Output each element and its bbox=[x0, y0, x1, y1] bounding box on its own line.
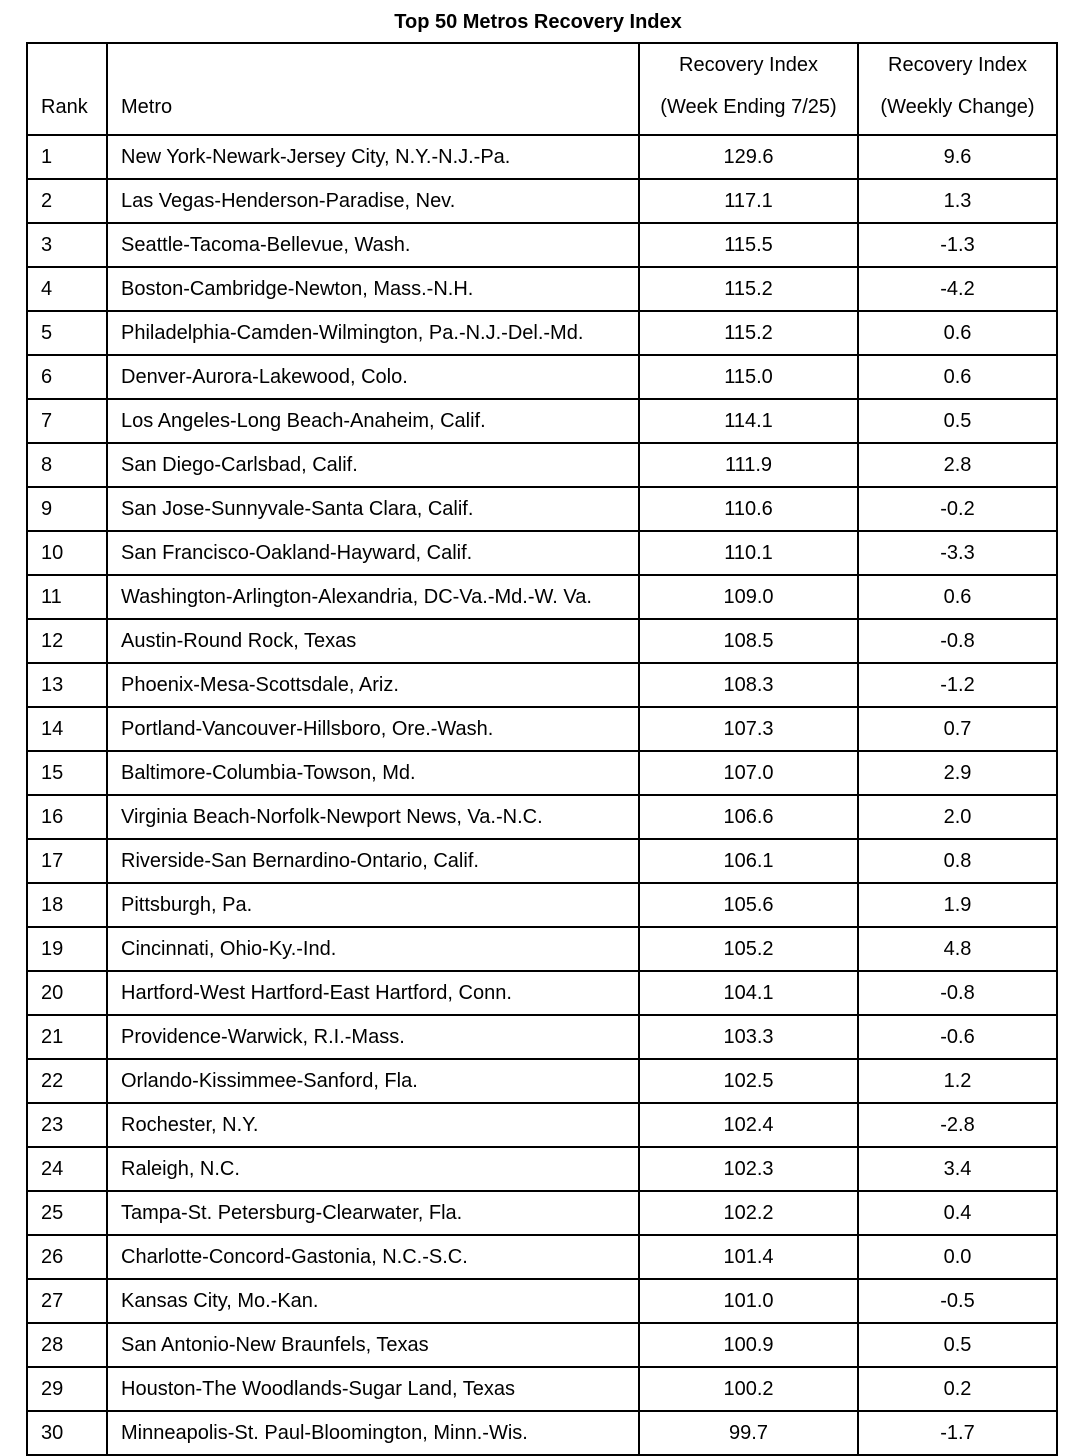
metro-cell: Providence-Warwick, R.I.-Mass. bbox=[107, 1015, 639, 1059]
metro-cell: Boston-Cambridge-Newton, Mass.-N.H. bbox=[107, 267, 639, 311]
weekly-change-cell: -4.2 bbox=[858, 267, 1057, 311]
recovery-index-cell: 107.0 bbox=[639, 751, 858, 795]
recovery-index-cell: 102.5 bbox=[639, 1059, 858, 1103]
rank-cell: 17 bbox=[27, 839, 107, 883]
weekly-change-cell: -2.8 bbox=[858, 1103, 1057, 1147]
header-row bbox=[27, 43, 1057, 135]
weekly-change-cell: 4.8 bbox=[858, 927, 1057, 971]
rank-cell: 13 bbox=[27, 663, 107, 707]
page-title: Top 50 Metros Recovery Index bbox=[394, 11, 682, 33]
recovery-index-cell: 103.3 bbox=[639, 1015, 858, 1059]
weekly-change-cell: 2.8 bbox=[858, 443, 1057, 487]
recovery-index-header-line1: Recovery Index bbox=[679, 54, 818, 76]
weekly-change-cell: 0.7 bbox=[858, 707, 1057, 751]
recovery-index-cell: 115.2 bbox=[639, 311, 858, 355]
table-row bbox=[27, 135, 1057, 179]
metro-cell: Orlando-Kissimmee-Sanford, Fla. bbox=[107, 1059, 639, 1103]
table-row bbox=[27, 1323, 1057, 1367]
weekly-change-cell: -1.2 bbox=[858, 663, 1057, 707]
rank-cell: 11 bbox=[27, 575, 107, 619]
table-row bbox=[27, 223, 1057, 267]
weekly-change-cell: -1.7 bbox=[858, 1411, 1057, 1455]
table-row bbox=[27, 927, 1057, 971]
recovery-index-cell: 99.7 bbox=[639, 1411, 858, 1455]
recovery-index-cell: 117.1 bbox=[639, 179, 858, 223]
metro-cell: Phoenix-Mesa-Scottsdale, Ariz. bbox=[107, 663, 639, 707]
metro-cell: Austin-Round Rock, Texas bbox=[107, 619, 639, 663]
weekly-change-cell: 3.4 bbox=[858, 1147, 1057, 1191]
table-row bbox=[27, 1235, 1057, 1279]
metro-cell: Virginia Beach-Norfolk-Newport News, Va.-N.C. bbox=[107, 795, 639, 839]
rank-cell: 25 bbox=[27, 1191, 107, 1235]
recovery-index-cell: 105.2 bbox=[639, 927, 858, 971]
weekly-change-cell: 0.8 bbox=[858, 839, 1057, 883]
weekly-change-cell: 0.5 bbox=[858, 1323, 1057, 1367]
recovery-index-cell: 107.3 bbox=[639, 707, 858, 751]
recovery-index-cell: 106.6 bbox=[639, 795, 858, 839]
table-row bbox=[27, 267, 1057, 311]
table-row bbox=[27, 443, 1057, 487]
table-row bbox=[27, 1015, 1057, 1059]
table-row bbox=[27, 619, 1057, 663]
table-row bbox=[27, 707, 1057, 751]
metro-cell: San Jose-Sunnyvale-Santa Clara, Calif. bbox=[107, 487, 639, 531]
weekly-change-cell: -0.8 bbox=[858, 971, 1057, 1015]
metro-cell: San Antonio-New Braunfels, Texas bbox=[107, 1323, 639, 1367]
rank-cell: 6 bbox=[27, 355, 107, 399]
metro-cell: San Diego-Carlsbad, Calif. bbox=[107, 443, 639, 487]
weekly-change-cell: -0.8 bbox=[858, 619, 1057, 663]
table-row bbox=[27, 1279, 1057, 1323]
metro-cell: Raleigh, N.C. bbox=[107, 1147, 639, 1191]
table-row bbox=[27, 531, 1057, 575]
weekly-change-cell: 2.0 bbox=[858, 795, 1057, 839]
rank-cell: 23 bbox=[27, 1103, 107, 1147]
table-row bbox=[27, 1103, 1057, 1147]
rank-cell: 1 bbox=[27, 135, 107, 179]
rank-cell: 26 bbox=[27, 1235, 107, 1279]
rank-cell: 10 bbox=[27, 531, 107, 575]
rank-cell: 16 bbox=[27, 795, 107, 839]
table-row bbox=[27, 751, 1057, 795]
table-row bbox=[27, 1367, 1057, 1411]
weekly-change-cell: -0.6 bbox=[858, 1015, 1057, 1059]
rank-cell: 20 bbox=[27, 971, 107, 1015]
metro-column-header: Metro bbox=[107, 43, 639, 135]
weekly-change-cell: 1.2 bbox=[858, 1059, 1057, 1103]
table-row bbox=[27, 883, 1057, 927]
table-row bbox=[27, 575, 1057, 619]
weekly-change-cell: 1.9 bbox=[858, 883, 1057, 927]
rank-cell: 12 bbox=[27, 619, 107, 663]
table-row bbox=[27, 179, 1057, 223]
metro-cell: Baltimore-Columbia-Towson, Md. bbox=[107, 751, 639, 795]
table-row bbox=[27, 1059, 1057, 1103]
recovery-index-cell: 100.9 bbox=[639, 1323, 858, 1367]
metro-cell: Philadelphia-Camden-Wilmington, Pa.-N.J.-Del.-Md. bbox=[107, 311, 639, 355]
weekly-change-cell: 0.6 bbox=[858, 575, 1057, 619]
rank-cell: 24 bbox=[27, 1147, 107, 1191]
recovery-index-cell: 102.4 bbox=[639, 1103, 858, 1147]
recovery-index-cell: 101.4 bbox=[639, 1235, 858, 1279]
table-row bbox=[27, 1191, 1057, 1235]
table-row bbox=[27, 795, 1057, 839]
metro-cell: Hartford-West Hartford-East Hartford, Conn. bbox=[107, 971, 639, 1015]
metro-cell: Portland-Vancouver-Hillsboro, Ore.-Wash. bbox=[107, 707, 639, 751]
rank-cell: 27 bbox=[27, 1279, 107, 1323]
table-row bbox=[27, 839, 1057, 883]
rank-cell: 8 bbox=[27, 443, 107, 487]
recovery-index-cell: 129.6 bbox=[639, 135, 858, 179]
recovery-index-header-line2: (Week Ending 7/25) bbox=[660, 96, 837, 118]
recovery-index-cell: 108.5 bbox=[639, 619, 858, 663]
metro-cell: Los Angeles-Long Beach-Anaheim, Calif. bbox=[107, 399, 639, 443]
rank-cell: 21 bbox=[27, 1015, 107, 1059]
weekly-change-cell: -0.2 bbox=[858, 487, 1057, 531]
table-body bbox=[27, 135, 1057, 1455]
weekly-change-header-line2: (Weekly Change) bbox=[880, 96, 1035, 118]
rank-cell: 3 bbox=[27, 223, 107, 267]
rank-cell: 28 bbox=[27, 1323, 107, 1367]
table-row bbox=[27, 971, 1057, 1015]
metro-cell: Pittsburgh, Pa. bbox=[107, 883, 639, 927]
table-header bbox=[27, 43, 1057, 135]
recovery-index-table bbox=[26, 42, 1058, 1456]
metro-cell: Riverside-San Bernardino-Ontario, Calif. bbox=[107, 839, 639, 883]
rank-cell: 18 bbox=[27, 883, 107, 927]
recovery-index-cell: 105.6 bbox=[639, 883, 858, 927]
recovery-index-cell: 111.9 bbox=[639, 443, 858, 487]
table-row bbox=[27, 399, 1057, 443]
metro-cell: New York-Newark-Jersey City, N.Y.-N.J.-Pa. bbox=[107, 135, 639, 179]
recovery-index-cell: 109.0 bbox=[639, 575, 858, 619]
recovery-index-cell: 110.6 bbox=[639, 487, 858, 531]
table-row bbox=[27, 1411, 1057, 1455]
table-row bbox=[27, 355, 1057, 399]
rank-cell: 22 bbox=[27, 1059, 107, 1103]
rank-column-header: Rank bbox=[27, 43, 107, 135]
weekly-change-cell: 0.0 bbox=[858, 1235, 1057, 1279]
rank-cell: 30 bbox=[27, 1411, 107, 1455]
rank-cell: 5 bbox=[27, 311, 107, 355]
rank-cell: 9 bbox=[27, 487, 107, 531]
weekly-change-cell: -1.3 bbox=[858, 223, 1057, 267]
weekly-change-cell: -3.3 bbox=[858, 531, 1057, 575]
weekly-change-cell: 0.4 bbox=[858, 1191, 1057, 1235]
weekly-change-header-line1: Recovery Index bbox=[888, 54, 1027, 76]
metro-cell: Washington-Arlington-Alexandria, DC-Va.-Md.-W. Va. bbox=[107, 575, 639, 619]
recovery-index-cell: 108.3 bbox=[639, 663, 858, 707]
recovery-index-cell: 115.5 bbox=[639, 223, 858, 267]
metro-cell: Las Vegas-Henderson-Paradise, Nev. bbox=[107, 179, 639, 223]
table-row bbox=[27, 487, 1057, 531]
recovery-index-cell: 102.3 bbox=[639, 1147, 858, 1191]
weekly-change-cell: -0.5 bbox=[858, 1279, 1057, 1323]
metro-cell: Houston-The Woodlands-Sugar Land, Texas bbox=[107, 1367, 639, 1411]
rank-cell: 14 bbox=[27, 707, 107, 751]
recovery-index-cell: 114.1 bbox=[639, 399, 858, 443]
table-row bbox=[27, 663, 1057, 707]
rank-cell: 19 bbox=[27, 927, 107, 971]
recovery-index-cell: 100.2 bbox=[639, 1367, 858, 1411]
metro-cell: Seattle-Tacoma-Bellevue, Wash. bbox=[107, 223, 639, 267]
metro-cell: Tampa-St. Petersburg-Clearwater, Fla. bbox=[107, 1191, 639, 1235]
recovery-index-cell: 104.1 bbox=[639, 971, 858, 1015]
recovery-index-cell: 102.2 bbox=[639, 1191, 858, 1235]
weekly-change-cell: 0.6 bbox=[858, 311, 1057, 355]
rank-cell: 2 bbox=[27, 179, 107, 223]
recovery-index-cell: 106.1 bbox=[639, 839, 858, 883]
metro-cell: Minneapolis-St. Paul-Bloomington, Minn.-Wis. bbox=[107, 1411, 639, 1455]
weekly-change-cell: 9.6 bbox=[858, 135, 1057, 179]
rank-cell: 15 bbox=[27, 751, 107, 795]
rank-cell: 4 bbox=[27, 267, 107, 311]
metro-cell: Charlotte-Concord-Gastonia, N.C.-S.C. bbox=[107, 1235, 639, 1279]
recovery-index-column-header bbox=[639, 43, 858, 135]
rank-cell: 29 bbox=[27, 1367, 107, 1411]
recovery-index-cell: 115.2 bbox=[639, 267, 858, 311]
table-row bbox=[27, 1147, 1057, 1191]
recovery-index-cell: 115.0 bbox=[639, 355, 858, 399]
metro-cell: San Francisco-Oakland-Hayward, Calif. bbox=[107, 531, 639, 575]
rank-cell: 7 bbox=[27, 399, 107, 443]
weekly-change-column-header bbox=[858, 43, 1057, 135]
weekly-change-cell: 2.9 bbox=[858, 751, 1057, 795]
metro-cell: Denver-Aurora-Lakewood, Colo. bbox=[107, 355, 639, 399]
weekly-change-cell: 0.5 bbox=[858, 399, 1057, 443]
weekly-change-cell: 1.3 bbox=[858, 179, 1057, 223]
metro-cell: Cincinnati, Ohio-Ky.-Ind. bbox=[107, 927, 639, 971]
recovery-index-cell: 101.0 bbox=[639, 1279, 858, 1323]
metro-cell: Kansas City, Mo.-Kan. bbox=[107, 1279, 639, 1323]
table-row bbox=[27, 311, 1057, 355]
weekly-change-cell: 0.6 bbox=[858, 355, 1057, 399]
weekly-change-cell: 0.2 bbox=[858, 1367, 1057, 1411]
recovery-index-cell: 110.1 bbox=[639, 531, 858, 575]
metro-cell: Rochester, N.Y. bbox=[107, 1103, 639, 1147]
